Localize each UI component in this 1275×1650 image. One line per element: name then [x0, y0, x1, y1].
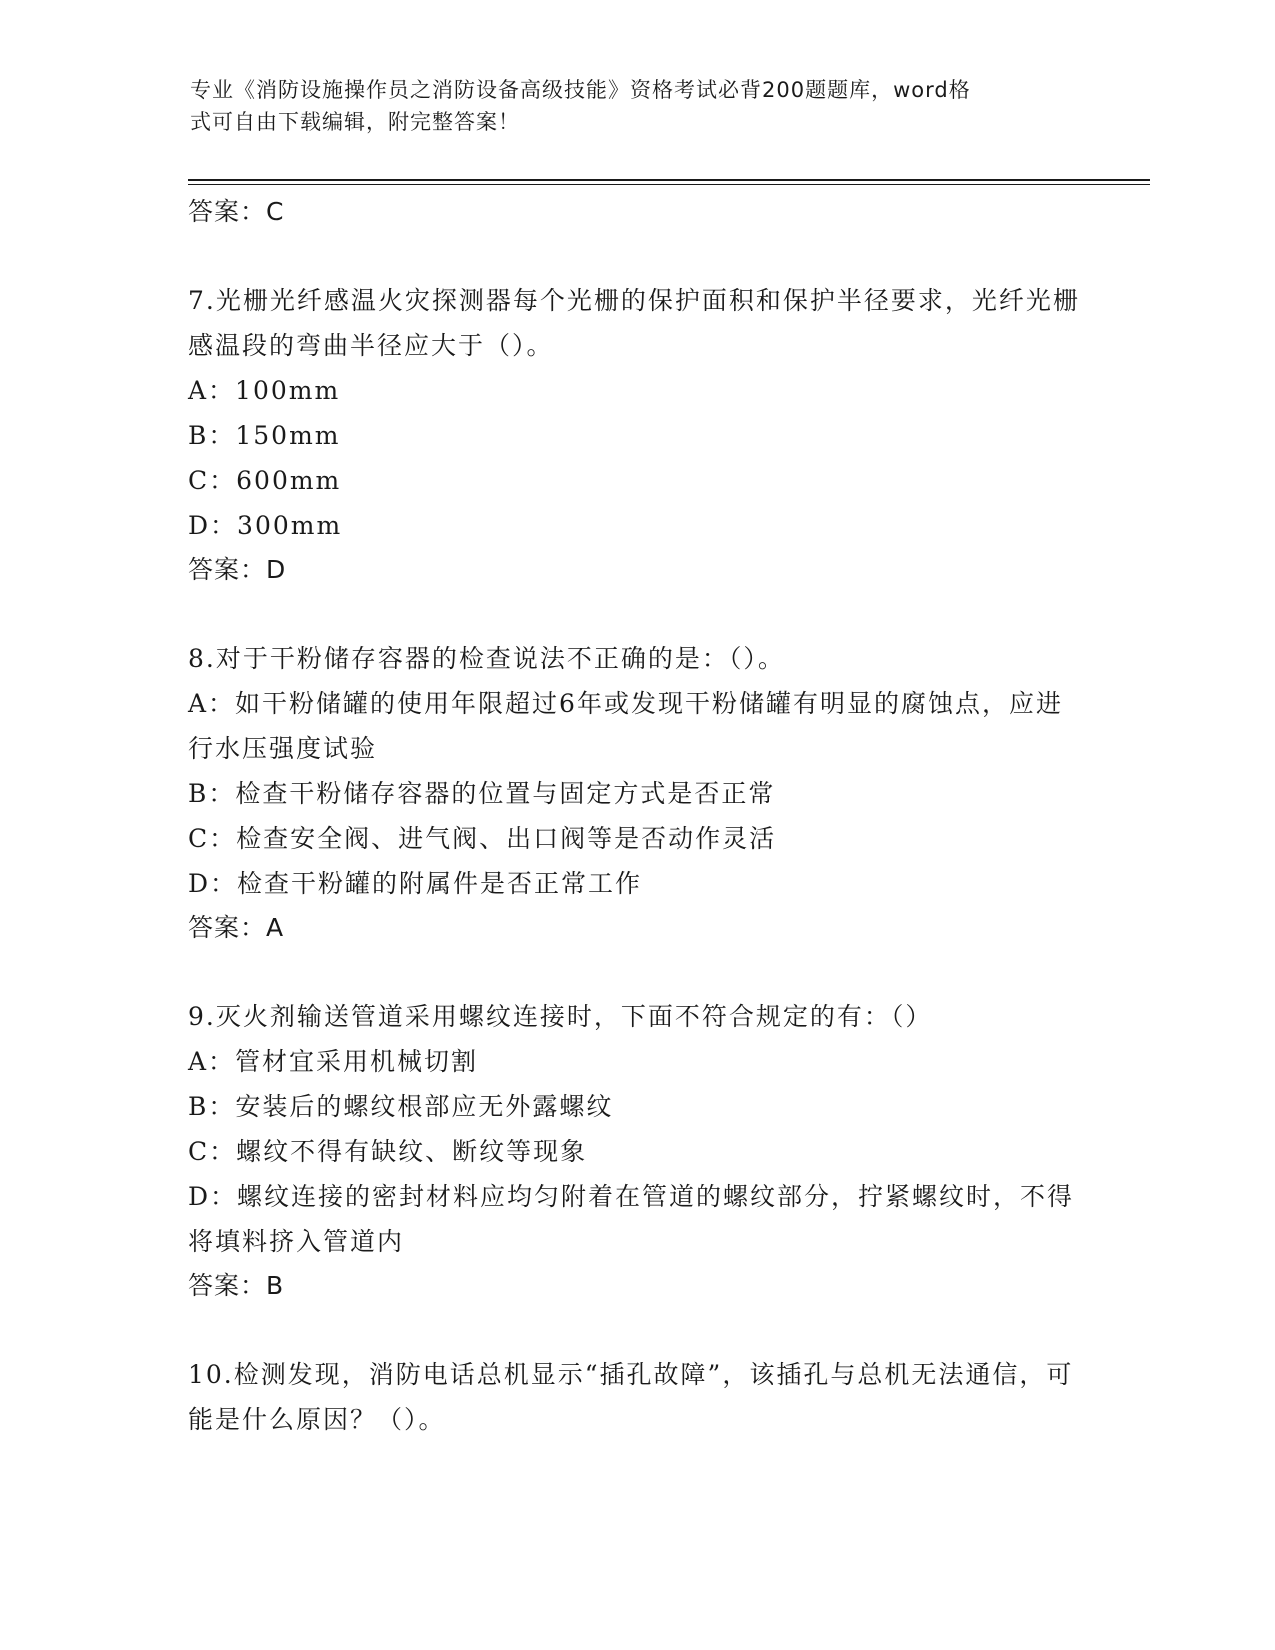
header-line-2: 式可自由下载编辑，附完整答案！ [190, 110, 520, 134]
question-8 [188, 636, 1088, 950]
option-b: B：安装后的螺纹根部应无外露螺纹 [188, 1092, 614, 1121]
question-text: 7.光栅光纤感温火灾探测器每个光栅的保护面积和保护半径要求，光纤光栅感温段的弯曲半径应大于（）。 [188, 286, 1080, 360]
option-a: A：100mm [188, 376, 341, 405]
option-d: D：螺纹连接的密封材料应均匀附着在管道的螺纹部分，拧紧螺纹时，不得将填料挤入管道内 [188, 1182, 1075, 1256]
question-7 [188, 278, 1088, 592]
header-line-1: 专业《消防设施操作员之消防设备高级技能》资格考试必背200题题库，word格 [190, 78, 971, 102]
question-9 [188, 994, 1088, 1308]
header-rule-thin [188, 184, 1150, 185]
question-10 [188, 1352, 1088, 1442]
answer-line: 答案：A [188, 913, 285, 942]
option-c: C：螺纹不得有缺纹、断纹等现象 [188, 1137, 588, 1166]
option-c: C：600mm [188, 466, 342, 495]
option-b: B：检查干粉储存容器的位置与固定方式是否正常 [188, 779, 776, 808]
answer-line: 答案：B [188, 1271, 285, 1300]
question-text: 10.检测发现，消防电话总机显示“插孔故障”，该插孔与总机无法通信，可能是什么原因？（）。 [188, 1360, 1074, 1434]
answer-line: 答案：C [188, 197, 285, 226]
option-a: A：管材宜采用机械切割 [188, 1047, 479, 1076]
question-content [188, 190, 1088, 1442]
option-c: C：检查安全阀、进气阀、出口阀等是否动作灵活 [188, 824, 777, 853]
option-b: B：150mm [188, 421, 341, 450]
answer-line: 答案：D [188, 555, 287, 584]
document-header [190, 74, 1070, 138]
question-text: 8.对于干粉储存容器的检查说法不正确的是：（）。 [188, 644, 785, 673]
question-text: 9.灭火剂输送管道采用螺纹连接时，下面不符合规定的有：（） [188, 1002, 933, 1031]
header-rule-thick [188, 179, 1150, 181]
option-a: A：如干粉储罐的使用年限超过6年或发现干粉储罐有明显的腐蚀点，应进行水压强度试验 [188, 689, 1063, 763]
option-d: D：300mm [188, 511, 343, 540]
option-d: D：检查干粉罐的附属件是否正常工作 [188, 869, 643, 898]
